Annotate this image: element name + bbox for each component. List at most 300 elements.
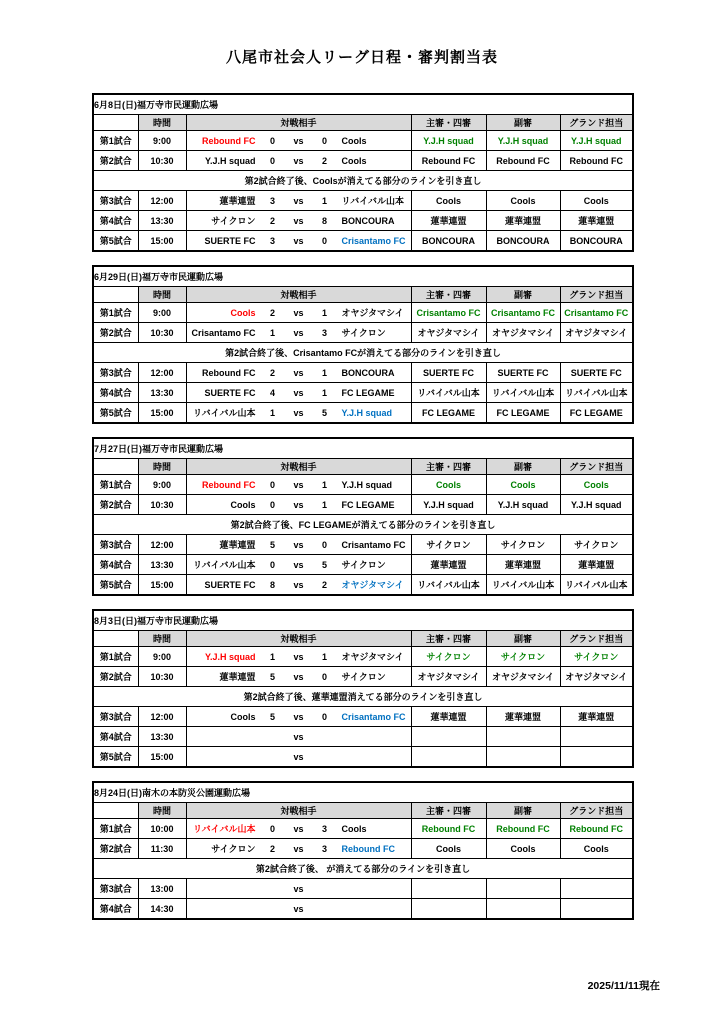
assistant-referee-cell: サイクロン — [486, 647, 560, 667]
match-row — [93, 323, 633, 343]
column-header-3: 副審 — [486, 287, 560, 303]
ground-duty-cell — [560, 879, 633, 899]
assistant-referee-cell: 蓮華連盟 — [486, 707, 560, 727]
away-team: FC LEGAME — [341, 499, 395, 510]
column-header-row — [93, 459, 633, 475]
schedule-section — [92, 93, 632, 252]
assistant-referee-cell: Crisantamo FC — [486, 303, 560, 323]
note-text: 第2試合終了後、Coolsが消えてる部分のラインを引き直し — [93, 171, 633, 191]
referee-cell: オヤジタマシイ — [411, 667, 486, 687]
opponents-cell — [186, 747, 411, 768]
match-time: 12:00 — [138, 535, 186, 555]
match-row — [93, 383, 633, 403]
vs-label: vs — [293, 711, 304, 722]
opponents-layout — [187, 899, 411, 918]
venue-title: 8月24日(日)南木の本防災公園運動広場 — [93, 782, 633, 803]
match-time: 15:00 — [138, 403, 186, 424]
ground-duty-cell: オヤジタマシイ — [560, 667, 633, 687]
column-header-2: 主審・四審 — [411, 803, 486, 819]
match-label: 第3試合 — [93, 363, 138, 383]
match-time: 9:00 — [138, 131, 186, 151]
match-label: 第3試合 — [93, 879, 138, 899]
match-time: 9:00 — [138, 303, 186, 323]
opponents-cell — [186, 191, 411, 211]
away-score: 5 — [321, 559, 327, 570]
home-team: Crisantamo FC — [191, 327, 256, 338]
match-time: 15:00 — [138, 747, 186, 768]
venue-title: 8月3日(日)福万寺市民運動広場 — [93, 610, 633, 631]
vs-label: vs — [293, 559, 304, 570]
away-team: BONCOURA — [341, 215, 395, 226]
opponents-cell — [186, 879, 411, 899]
away-score: 5 — [321, 407, 327, 418]
ground-duty-cell: 蓮華連盟 — [560, 707, 633, 727]
note-row — [93, 343, 633, 363]
match-label: 第4試合 — [93, 899, 138, 920]
vs-label: vs — [293, 307, 304, 318]
match-row — [93, 363, 633, 383]
referee-cell: FC LEGAME — [411, 403, 486, 424]
venue-row — [93, 782, 633, 803]
home-score: 5 — [269, 711, 275, 722]
note-row — [93, 515, 633, 535]
assistant-referee-cell: オヤジタマシイ — [486, 667, 560, 687]
match-time: 12:00 — [138, 363, 186, 383]
match-row — [93, 575, 633, 596]
match-time: 13:00 — [138, 879, 186, 899]
referee-cell: SUERTE FC — [411, 363, 486, 383]
column-header-1: 対戦相手 — [186, 115, 411, 131]
opponents-layout — [187, 647, 411, 666]
opponents-layout — [187, 555, 411, 574]
opponents-cell — [186, 727, 411, 747]
away-team: Cools — [341, 135, 367, 146]
opponents-layout — [187, 211, 411, 230]
vs-label: vs — [293, 823, 304, 834]
assistant-referee-cell: Cools — [486, 191, 560, 211]
away-score: 1 — [321, 387, 327, 398]
opponents-cell — [186, 323, 411, 343]
referee-cell: Rebound FC — [411, 151, 486, 171]
ground-duty-cell — [560, 899, 633, 920]
away-team: オヤジタマシイ — [341, 308, 404, 318]
away-team: Y.J.H squad — [341, 407, 393, 418]
home-team: Cools — [230, 711, 256, 722]
column-header-1: 対戦相手 — [186, 803, 411, 819]
note-row — [93, 859, 633, 879]
match-row — [93, 191, 633, 211]
opponents-layout — [187, 303, 411, 322]
opponents-layout — [187, 363, 411, 382]
match-row — [93, 131, 633, 151]
away-score: 1 — [321, 499, 327, 510]
home-team: SUERTE FC — [204, 235, 256, 246]
column-header-0: 時間 — [138, 803, 186, 819]
corner-cell — [93, 803, 138, 819]
away-score: 2 — [321, 579, 327, 590]
opponents-layout — [187, 383, 411, 402]
opponents-layout — [187, 747, 411, 766]
match-label: 第1試合 — [93, 819, 138, 839]
opponents-layout — [187, 667, 411, 686]
home-score: 8 — [269, 579, 275, 590]
home-team: サイクロン — [211, 844, 256, 854]
away-score: 1 — [321, 479, 327, 490]
opponents-layout — [187, 879, 411, 898]
referee-cell: Crisantamo FC — [411, 303, 486, 323]
home-team: サイクロン — [211, 216, 256, 226]
ground-duty-cell: BONCOURA — [560, 231, 633, 252]
away-score: 1 — [321, 367, 327, 378]
match-time: 12:00 — [138, 707, 186, 727]
home-score: 3 — [269, 235, 275, 246]
vs-label: vs — [293, 671, 304, 682]
venue-title: 6月8日(日)福万寺市民運動広場 — [93, 94, 633, 115]
match-time: 10:30 — [138, 667, 186, 687]
home-team: リバイバル山本 — [192, 560, 256, 570]
match-label: 第2試合 — [93, 667, 138, 687]
sections-container — [92, 93, 632, 920]
home-team: SUERTE FC — [204, 579, 256, 590]
home-score: 0 — [269, 479, 275, 490]
away-team: リバイバル山本 — [341, 196, 405, 206]
corner-cell — [93, 287, 138, 303]
match-label: 第2試合 — [93, 323, 138, 343]
column-header-4: グランド担当 — [560, 631, 633, 647]
away-team: サイクロン — [341, 560, 386, 570]
note-text: 第2試合終了後、蓮華連盟消えてる部分のラインを引き直し — [93, 687, 633, 707]
match-label: 第2試合 — [93, 839, 138, 859]
ground-duty-cell: Cools — [560, 191, 633, 211]
home-score: 4 — [269, 387, 275, 398]
away-score: 8 — [321, 215, 327, 226]
opponents-cell — [186, 131, 411, 151]
opponents-layout — [187, 151, 411, 170]
assistant-referee-cell: Rebound FC — [486, 151, 560, 171]
match-label: 第5試合 — [93, 403, 138, 424]
opponents-layout — [187, 839, 411, 858]
vs-label: vs — [293, 135, 304, 146]
match-time: 10:00 — [138, 819, 186, 839]
schedule-section — [92, 265, 632, 424]
away-team: Rebound FC — [341, 843, 395, 854]
match-time: 10:30 — [138, 323, 186, 343]
home-team: Rebound FC — [202, 367, 256, 378]
match-row — [93, 879, 633, 899]
venue-title: 7月27日(日)福万寺市民運動広場 — [93, 438, 633, 459]
match-label: 第5試合 — [93, 575, 138, 596]
schedule-section — [92, 437, 632, 596]
referee-cell: 蓮華連盟 — [411, 555, 486, 575]
column-header-4: グランド担当 — [560, 459, 633, 475]
opponents-cell — [186, 495, 411, 515]
referee-cell: サイクロン — [411, 647, 486, 667]
away-team: Cools — [341, 823, 367, 834]
referee-cell: オヤジタマシイ — [411, 323, 486, 343]
home-score: 3 — [269, 195, 275, 206]
opponents-cell — [186, 303, 411, 323]
referee-cell: 蓮華連盟 — [411, 707, 486, 727]
ground-duty-cell: Y.J.H squad — [560, 495, 633, 515]
away-team: Crisantamo FC — [341, 711, 406, 722]
opponents-layout — [187, 495, 411, 514]
match-time: 15:00 — [138, 231, 186, 252]
ground-duty-cell: 蓮華連盟 — [560, 555, 633, 575]
home-score: 1 — [269, 651, 275, 662]
away-team: サイクロン — [341, 672, 386, 682]
home-team: Y.J.H squad — [204, 651, 256, 662]
referee-cell: 蓮華連盟 — [411, 211, 486, 231]
home-team: Rebound FC — [202, 479, 256, 490]
match-label: 第2試合 — [93, 151, 138, 171]
opponents-layout — [187, 323, 411, 342]
assistant-referee-cell: サイクロン — [486, 535, 560, 555]
column-header-1: 対戦相手 — [186, 459, 411, 475]
match-row — [93, 647, 633, 667]
referee-cell — [411, 899, 486, 920]
away-team: オヤジタマシイ — [341, 652, 404, 662]
opponents-layout — [187, 403, 411, 422]
opponents-layout — [187, 475, 411, 494]
away-score: 0 — [321, 711, 327, 722]
referee-cell: リバイバル山本 — [411, 575, 486, 596]
away-score: 0 — [321, 135, 327, 146]
assistant-referee-cell: リバイバル山本 — [486, 575, 560, 596]
match-time: 9:00 — [138, 647, 186, 667]
home-score: 0 — [269, 499, 275, 510]
away-team: BONCOURA — [341, 367, 395, 378]
vs-label: vs — [293, 883, 304, 894]
vs-label: vs — [293, 651, 304, 662]
match-label: 第2試合 — [93, 495, 138, 515]
referee-cell: サイクロン — [411, 535, 486, 555]
home-score: 0 — [269, 135, 275, 146]
away-team: Crisantamo FC — [341, 539, 406, 550]
away-team: サイクロン — [341, 328, 386, 338]
match-label: 第5試合 — [93, 231, 138, 252]
match-time: 12:00 — [138, 191, 186, 211]
home-score: 2 — [269, 843, 275, 854]
schedule-table — [92, 437, 634, 596]
page-title: 八尾市社会人リーグ日程・審判割当表 — [225, 49, 498, 66]
home-score: 0 — [269, 559, 275, 570]
venue-title: 6月29日(日)福万寺市民運動広場 — [93, 266, 633, 287]
opponents-layout — [187, 727, 411, 746]
match-label: 第3試合 — [93, 191, 138, 211]
match-label: 第5試合 — [93, 747, 138, 768]
home-score: 2 — [269, 367, 275, 378]
assistant-referee-cell: Cools — [486, 475, 560, 495]
referee-cell: BONCOURA — [411, 231, 486, 252]
note-text: 第2試合終了後、FC LEGAMEが消えてる部分のラインを引き直し — [93, 515, 633, 535]
assistant-referee-cell — [486, 899, 560, 920]
away-score: 1 — [321, 195, 327, 206]
match-time: 13:30 — [138, 383, 186, 403]
match-row — [93, 747, 633, 768]
match-time: 10:30 — [138, 151, 186, 171]
match-row — [93, 899, 633, 920]
ground-duty-cell: サイクロン — [560, 647, 633, 667]
away-team: Crisantamo FC — [341, 235, 406, 246]
home-score: 0 — [269, 155, 275, 166]
match-row — [93, 839, 633, 859]
referee-cell: Y.J.H squad — [411, 131, 486, 151]
home-team: 蓮華連盟 — [219, 540, 256, 550]
match-label: 第4試合 — [93, 211, 138, 231]
away-score: 0 — [321, 235, 327, 246]
ground-duty-cell: オヤジタマシイ — [560, 323, 633, 343]
assistant-referee-cell — [486, 747, 560, 768]
opponents-cell — [186, 151, 411, 171]
corner-cell — [93, 631, 138, 647]
schedule-table — [92, 265, 634, 424]
vs-label: vs — [293, 479, 304, 490]
column-header-2: 主審・四審 — [411, 459, 486, 475]
vs-label: vs — [293, 367, 304, 378]
away-score: 1 — [321, 307, 327, 318]
opponents-cell — [186, 819, 411, 839]
vs-label: vs — [293, 903, 304, 914]
assistant-referee-cell: Cools — [486, 839, 560, 859]
match-row — [93, 151, 633, 171]
home-score: 5 — [269, 671, 275, 682]
column-header-0: 時間 — [138, 115, 186, 131]
column-header-1: 対戦相手 — [186, 287, 411, 303]
match-row — [93, 707, 633, 727]
column-header-3: 副審 — [486, 631, 560, 647]
match-label: 第1試合 — [93, 647, 138, 667]
note-text: 第2試合終了後、 が消えてる部分のラインを引き直し — [93, 859, 633, 879]
home-team: リバイバル山本 — [192, 408, 256, 418]
opponents-cell — [186, 707, 411, 727]
match-time: 13:30 — [138, 211, 186, 231]
away-score: 0 — [321, 671, 327, 682]
opponents-cell — [186, 383, 411, 403]
home-score: 5 — [269, 539, 275, 550]
match-row — [93, 211, 633, 231]
assistant-referee-cell — [486, 879, 560, 899]
column-header-row — [93, 631, 633, 647]
column-header-4: グランド担当 — [560, 803, 633, 819]
ground-duty-cell — [560, 747, 633, 768]
vs-label: vs — [293, 407, 304, 418]
assistant-referee-cell: SUERTE FC — [486, 363, 560, 383]
away-team: オヤジタマシイ — [341, 580, 404, 590]
opponents-cell — [186, 211, 411, 231]
match-label: 第1試合 — [93, 131, 138, 151]
ground-duty-cell — [560, 727, 633, 747]
assistant-referee-cell: Rebound FC — [486, 819, 560, 839]
ground-duty-cell: リバイバル山本 — [560, 383, 633, 403]
match-time: 11:30 — [138, 839, 186, 859]
assistant-referee-cell: 蓮華連盟 — [486, 211, 560, 231]
column-header-3: 副審 — [486, 115, 560, 131]
vs-label: vs — [293, 235, 304, 246]
opponents-cell — [186, 555, 411, 575]
column-header-row — [93, 287, 633, 303]
opponents-layout — [187, 231, 411, 250]
schedule-table — [92, 781, 634, 920]
referee-cell: Cools — [411, 839, 486, 859]
assistant-referee-cell: オヤジタマシイ — [486, 323, 560, 343]
opponents-cell — [186, 535, 411, 555]
schedule-table — [92, 93, 634, 252]
column-header-0: 時間 — [138, 459, 186, 475]
referee-cell: Cools — [411, 191, 486, 211]
referee-cell: Cools — [411, 475, 486, 495]
venue-row — [93, 94, 633, 115]
column-header-0: 時間 — [138, 287, 186, 303]
away-score: 0 — [321, 539, 327, 550]
schedule-section — [92, 609, 632, 768]
vs-label: vs — [293, 731, 304, 742]
ground-duty-cell: リバイバル山本 — [560, 575, 633, 596]
schedule-section — [92, 781, 632, 920]
column-header-4: グランド担当 — [560, 115, 633, 131]
opponents-cell — [186, 231, 411, 252]
away-score: 1 — [321, 651, 327, 662]
away-score: 2 — [321, 155, 327, 166]
match-row — [93, 403, 633, 424]
ground-duty-cell: SUERTE FC — [560, 363, 633, 383]
home-score: 1 — [269, 407, 275, 418]
referee-cell — [411, 747, 486, 768]
match-label: 第4試合 — [93, 727, 138, 747]
venue-row — [93, 438, 633, 459]
assistant-referee-cell — [486, 727, 560, 747]
column-header-1: 対戦相手 — [186, 631, 411, 647]
as-of-date: 2025/11/11現在 — [587, 980, 660, 992]
column-header-2: 主審・四審 — [411, 115, 486, 131]
column-header-2: 主審・四審 — [411, 287, 486, 303]
vs-label: vs — [293, 215, 304, 226]
match-row — [93, 535, 633, 555]
ground-duty-cell: Y.J.H squad — [560, 131, 633, 151]
column-header-row — [93, 115, 633, 131]
assistant-referee-cell: 蓮華連盟 — [486, 555, 560, 575]
vs-label: vs — [293, 843, 304, 854]
opponents-cell — [186, 667, 411, 687]
ground-duty-cell: Rebound FC — [560, 819, 633, 839]
match-row — [93, 555, 633, 575]
ground-duty-cell: Cools — [560, 475, 633, 495]
schedule-table — [92, 609, 634, 768]
referee-cell — [411, 879, 486, 899]
opponents-layout — [187, 819, 411, 838]
away-score: 3 — [321, 823, 327, 834]
home-team: リバイバル山本 — [192, 824, 256, 834]
corner-cell — [93, 459, 138, 475]
away-team: Y.J.H squad — [341, 479, 393, 490]
column-header-3: 副審 — [486, 459, 560, 475]
corner-cell — [93, 115, 138, 131]
opponents-cell — [186, 475, 411, 495]
referee-cell — [411, 727, 486, 747]
match-row — [93, 495, 633, 515]
referee-cell: Y.J.H squad — [411, 495, 486, 515]
vs-label: vs — [293, 539, 304, 550]
note-row — [93, 171, 633, 191]
home-score: 2 — [269, 307, 275, 318]
match-row — [93, 303, 633, 323]
venue-row — [93, 610, 633, 631]
match-label: 第1試合 — [93, 475, 138, 495]
column-header-4: グランド担当 — [560, 287, 633, 303]
match-label: 第3試合 — [93, 707, 138, 727]
vs-label: vs — [293, 327, 304, 338]
opponents-cell — [186, 647, 411, 667]
match-time: 14:30 — [138, 899, 186, 920]
